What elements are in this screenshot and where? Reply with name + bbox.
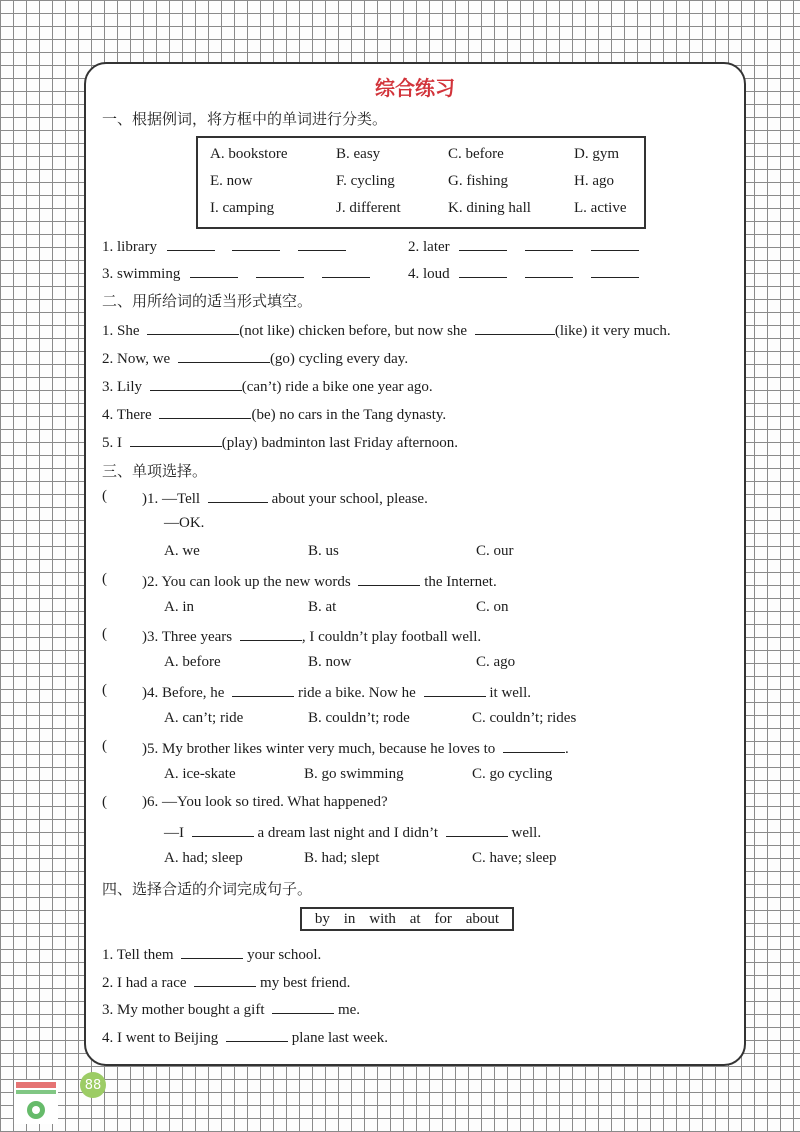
word: J. different (336, 200, 401, 216)
prep-line-1: 1. Tell them your school. (102, 944, 321, 964)
section2-heading: 二、用所给词的适当形式填空。 (102, 292, 313, 310)
preposition: with (369, 910, 396, 927)
mc-question-2: )2. You can look up the new words the Internet. (142, 571, 497, 591)
option[interactable]: A. had; sleep (164, 850, 243, 866)
answer-blank[interactable] (424, 682, 486, 697)
answer-blank[interactable] (232, 682, 294, 697)
answer-paren[interactable]: ( (102, 738, 107, 754)
mc-question-5: )5. My brother likes winter very much, because he loves to . (142, 738, 569, 758)
word: C. before (448, 146, 504, 162)
answer-blank[interactable] (240, 626, 302, 641)
mc-question-6-line2: —I a dream last night and I didn’t well. (164, 822, 541, 842)
mc-question-4: )4. Before, he ride a bike. Now he it well. (142, 682, 531, 702)
option[interactable]: C. our (476, 543, 514, 559)
answer-blank[interactable] (459, 263, 507, 278)
mc-question-1: )1. —Tell about your school, please. (142, 488, 428, 508)
word: K. dining hall (448, 200, 531, 216)
answer-paren[interactable]: ( (102, 626, 107, 642)
answer-blank[interactable] (525, 236, 573, 251)
word: D. gym (574, 146, 619, 162)
word: H. ago (574, 173, 614, 189)
corner-stamp-image (14, 1080, 58, 1124)
answer-blank[interactable] (226, 1027, 288, 1042)
mc-question-6: )6. —You look so tired. What happened? (142, 794, 388, 810)
answer-paren[interactable]: ( (102, 488, 107, 504)
answer-blank[interactable] (503, 738, 565, 753)
answer-blank[interactable] (358, 571, 420, 586)
answer-blank[interactable] (178, 348, 270, 363)
preposition: at (409, 910, 421, 927)
prep-line-2: 2. I had a race my best friend. (102, 972, 350, 992)
answer-blank[interactable] (208, 488, 268, 503)
option[interactable]: A. can’t; ride (164, 710, 244, 726)
fill-line-4: 4. There (be) no cars in the Tang dynasty. (102, 404, 446, 424)
option[interactable]: B. us (308, 543, 339, 559)
classify-item-1: 1. library (102, 236, 346, 256)
answer-blank[interactable] (130, 432, 222, 447)
worksheet-page (84, 62, 746, 1066)
word: B. easy (336, 146, 381, 162)
answer-blank[interactable] (475, 320, 555, 335)
fill-line-3: 3. Lily (can’t) ride a bike one year ago. (102, 376, 433, 396)
option[interactable]: C. have; sleep (472, 850, 557, 866)
preposition: for (434, 910, 452, 927)
answer-blank[interactable] (150, 376, 242, 391)
answer-paren[interactable]: ( (102, 794, 107, 810)
preposition-box (300, 907, 514, 931)
option[interactable]: A. in (164, 599, 194, 615)
option[interactable]: B. at (308, 599, 337, 615)
answer-blank[interactable] (192, 822, 254, 837)
classify-item-3: 3. swimming (102, 263, 370, 283)
word: I. camping (210, 200, 275, 216)
classify-item-4: 4. loud (408, 263, 639, 283)
answer-blank[interactable] (194, 972, 256, 987)
word: L. active (574, 200, 627, 216)
answer-blank[interactable] (256, 263, 304, 278)
page-title: 综合练习 (365, 72, 465, 101)
option[interactable]: C. go cycling (472, 766, 553, 782)
answer-blank[interactable] (591, 236, 639, 251)
word: A. bookstore (210, 146, 288, 162)
answer-blank[interactable] (525, 263, 573, 278)
stamp-icon (14, 1080, 58, 1124)
answer-blank[interactable] (459, 236, 507, 251)
answer-blank[interactable] (272, 999, 334, 1014)
option[interactable]: B. couldn’t; rode (308, 710, 410, 726)
option[interactable]: B. go swimming (304, 766, 404, 782)
fill-line-2: 2. Now, we (go) cycling every day. (102, 348, 408, 368)
prep-line-4: 4. I went to Beijing plane last week. (102, 1027, 388, 1047)
option[interactable]: C. ago (476, 654, 516, 670)
fill-line-5: 5. I (play) badminton last Friday afternoon. (102, 432, 458, 452)
answer-blank[interactable] (159, 404, 251, 419)
answer-blank[interactable] (190, 263, 238, 278)
word-box (196, 136, 646, 229)
answer-paren[interactable]: ( (102, 571, 107, 587)
option[interactable]: B. now (308, 654, 352, 670)
fill-line-1: 1. She (not like) chicken before, but now she (like) it very much. (102, 320, 671, 340)
section1-heading: 一、根据例词，将方框中的单词进行分类。 (102, 110, 388, 128)
answer-blank[interactable] (298, 236, 346, 251)
preposition: in (343, 910, 356, 927)
section4-heading: 四、选择合适的介词完成句子。 (102, 880, 313, 898)
option[interactable]: C. couldn’t; rides (472, 710, 577, 726)
option[interactable]: A. we (164, 543, 200, 559)
mc-question-3: )3. Three years , I couldn’t play football well. (142, 626, 481, 646)
classify-item-2: 2. later (408, 236, 639, 256)
answer-blank[interactable] (322, 263, 370, 278)
word: E. now (210, 173, 253, 189)
answer-blank[interactable] (167, 236, 215, 251)
preposition: about (465, 910, 500, 927)
mc-question-1-line2: —OK. (164, 515, 205, 531)
answer-blank[interactable] (147, 320, 239, 335)
option[interactable]: C. on (476, 599, 509, 615)
answer-blank[interactable] (446, 822, 508, 837)
word: G. fishing (448, 173, 508, 189)
option[interactable]: A. before (164, 654, 221, 670)
preposition: by (314, 910, 330, 927)
option[interactable]: A. ice-skate (164, 766, 236, 782)
prep-line-3: 3. My mother bought a gift me. (102, 999, 360, 1019)
page-number-badge: 88 (80, 1072, 106, 1098)
answer-blank[interactable] (232, 236, 280, 251)
section3-heading: 三、单项选择。 (102, 462, 208, 480)
answer-paren[interactable]: ( (102, 682, 107, 698)
answer-blank[interactable] (591, 263, 639, 278)
word: F. cycling (336, 173, 395, 189)
answer-blank[interactable] (181, 944, 243, 959)
option[interactable]: B. had; slept (304, 850, 380, 866)
